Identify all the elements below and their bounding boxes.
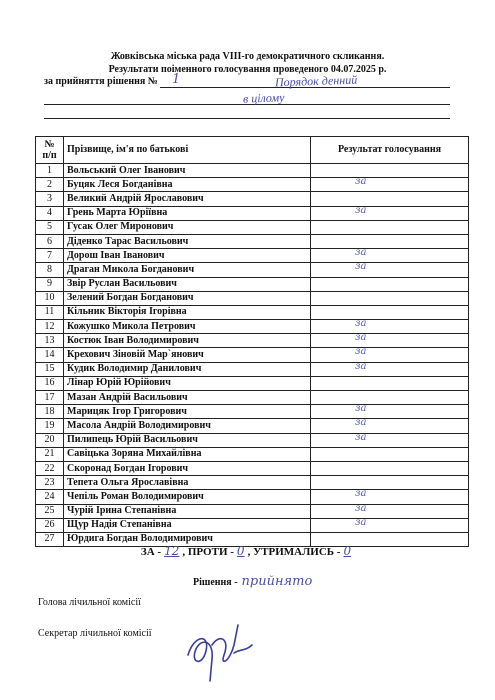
chair-signature-label: Голова лічильної комісії	[38, 597, 141, 608]
table-row	[36, 291, 469, 305]
vote-result-cell	[311, 376, 469, 390]
deputy-name: Вольський Олег Іванович	[64, 164, 311, 178]
deputy-name: Марицяк Ігор Григорович	[64, 405, 311, 419]
vote-result-cell	[311, 476, 469, 490]
resolution	[193, 574, 312, 589]
topic-underline-2	[44, 118, 450, 119]
row-number: 18	[36, 405, 64, 419]
table-row	[36, 405, 469, 419]
vote-result-cell	[311, 249, 469, 263]
header-council-title: Жовківська міська рада VIII-го демократичного скликання.	[110, 51, 385, 62]
row-number: 13	[36, 334, 64, 348]
deputy-name: Кудик Володимир Данилович	[64, 362, 311, 376]
deputy-name: Великий Андрій Ярославович	[64, 192, 311, 206]
deputy-name: Пилипець Юрій Васильович	[64, 433, 311, 447]
tally-abstain-value: 0	[343, 544, 352, 558]
vote-result-cell	[311, 192, 469, 206]
table-row	[36, 305, 469, 319]
row-number: 11	[36, 305, 64, 319]
table-row	[36, 277, 469, 291]
table-row	[36, 461, 469, 475]
table-row	[36, 518, 469, 532]
vote-result-cell	[311, 433, 469, 447]
vote-mark: за	[355, 347, 367, 358]
deputy-name: Скоронад Богдан Ігорович	[64, 461, 311, 475]
deputy-name: Костюк Іван Володимирович	[64, 334, 311, 348]
row-number: 12	[36, 320, 64, 334]
vote-table	[35, 136, 469, 547]
row-number: 27	[36, 532, 64, 546]
deputy-name: Крехович Зіновій Мар`янович	[64, 348, 311, 362]
row-number: 6	[36, 234, 64, 248]
vote-result-cell	[311, 391, 469, 405]
table-row	[36, 419, 469, 433]
table-row	[36, 220, 469, 234]
row-number: 8	[36, 263, 64, 277]
row-number: 4	[36, 206, 64, 220]
table-row	[36, 433, 469, 447]
row-number: 3	[36, 192, 64, 206]
vote-result-cell	[311, 334, 469, 348]
table-row	[36, 206, 469, 220]
row-number: 23	[36, 476, 64, 490]
table-row	[36, 320, 469, 334]
vote-mark: за	[355, 418, 367, 429]
row-number: 14	[36, 348, 64, 362]
deputy-name: Тепета Ольга Ярославівна	[64, 476, 311, 490]
vote-result-cell	[311, 461, 469, 475]
decision-topic-line2: в цілому	[242, 90, 285, 106]
table-row	[36, 192, 469, 206]
deputy-name: Діденко Тарас Васильович	[64, 234, 311, 248]
row-number: 9	[36, 277, 64, 291]
deputy-name: Савіцька Зоряна Михайлівна	[64, 447, 311, 461]
deputy-name: Чурій Ірина Степанівна	[64, 504, 311, 518]
table-row	[36, 164, 469, 178]
vote-result-cell	[311, 348, 469, 362]
deputy-name: Кільник Вікторія Ігорівна	[64, 305, 311, 319]
row-number: 17	[36, 391, 64, 405]
tally-for-value: 12	[164, 544, 180, 558]
deputy-name: Звір Руслан Васильович	[64, 277, 311, 291]
resolution-label: Рішення -	[193, 577, 238, 588]
vote-result-cell	[311, 234, 469, 248]
deputy-name: Кожушко Микола Петрович	[64, 320, 311, 334]
vote-result-cell	[311, 405, 469, 419]
header-name: Прізвище, ім'я по батькові	[64, 137, 311, 164]
vote-result-cell	[311, 206, 469, 220]
header-number: № п/п	[36, 137, 64, 164]
deputy-name: Зелений Богдан Богданович	[64, 291, 311, 305]
row-number: 5	[36, 220, 64, 234]
vote-mark: за	[355, 404, 367, 415]
handwritten-signature	[180, 615, 260, 685]
deputy-name: Буцяк Леся Богданівна	[64, 178, 311, 192]
table-row	[36, 476, 469, 490]
row-number: 15	[36, 362, 64, 376]
header-result: Результат голосування	[311, 137, 469, 164]
tally-abstain-label: , УТРИМАЛИСЬ -	[247, 546, 341, 558]
table-row	[36, 490, 469, 504]
vote-mark: за	[355, 504, 367, 514]
table-row	[36, 447, 469, 461]
deputy-name: Гусак Олег Миронович	[64, 220, 311, 234]
deputy-name: Грень Марта Юріївна	[64, 206, 311, 220]
vote-result-cell	[311, 305, 469, 319]
row-number: 7	[36, 249, 64, 263]
table-row	[36, 504, 469, 518]
row-number: 25	[36, 504, 64, 518]
deputy-name: Мазан Андрій Васильович	[64, 391, 311, 405]
table-row	[36, 362, 469, 376]
resolution-value: прийнято	[241, 574, 313, 589]
row-number: 24	[36, 490, 64, 504]
vote-mark: за	[355, 518, 367, 528]
vote-mark: за	[355, 262, 367, 273]
vote-mark: за	[355, 206, 367, 216]
row-number: 21	[36, 447, 64, 461]
vote-result-cell	[311, 490, 469, 504]
deputy-name: Щур Надія Степанівна	[64, 518, 311, 532]
table-row	[36, 348, 469, 362]
table-row	[36, 234, 469, 248]
tally-against-label: , ПРОТИ -	[182, 546, 234, 558]
vote-result-cell	[311, 447, 469, 461]
tally-for-label: ЗА -	[140, 546, 162, 558]
table-row	[36, 263, 469, 277]
vote-result-cell	[311, 362, 469, 376]
vote-mark: за	[355, 489, 367, 500]
vote-result-cell	[311, 263, 469, 277]
vote-mark: за	[355, 177, 367, 188]
vote-result-cell	[311, 419, 469, 433]
deputy-name: Чепіль Роман Володимирович	[64, 490, 311, 504]
table-row	[36, 391, 469, 405]
row-number: 22	[36, 461, 64, 475]
deputy-name: Дорош Іван Іванович	[64, 249, 311, 263]
row-number: 19	[36, 419, 64, 433]
vote-mark: за	[355, 333, 367, 344]
row-number: 10	[36, 291, 64, 305]
secretary-signature-label: Секретар лічильної комісії	[38, 628, 152, 639]
vote-mark: за	[355, 248, 367, 259]
decision-topic-line1: Порядок денний	[274, 72, 358, 90]
vote-mark: за	[355, 362, 367, 372]
row-number: 20	[36, 433, 64, 447]
document-header	[0, 50, 495, 76]
decision-number: 1	[172, 72, 181, 87]
vote-tally	[0, 544, 495, 558]
deputy-name: Лінар Юрій Юрійович	[64, 376, 311, 390]
row-number: 1	[36, 164, 64, 178]
table-row	[36, 334, 469, 348]
table-header-row	[36, 137, 469, 164]
vote-mark: за	[355, 433, 367, 443]
vote-mark: за	[355, 319, 367, 330]
vote-result-cell	[311, 220, 469, 234]
row-number: 26	[36, 518, 64, 532]
vote-result-cell	[311, 164, 469, 178]
row-number: 16	[36, 376, 64, 390]
deputy-name: Драган Микола Богданович	[64, 263, 311, 277]
header-vote-results: Результати поіменного голосування проведеного 04.07.2025 р.	[108, 64, 387, 75]
decision-label: за прийняття рішення №	[44, 76, 158, 87]
tally-against-value: 0	[236, 544, 245, 558]
deputy-name: Юрдига Богдан Володимирович	[64, 532, 311, 546]
vote-result-cell	[311, 291, 469, 305]
deputy-name: Масола Андрій Володимирович	[64, 419, 311, 433]
vote-result-cell	[311, 178, 469, 192]
vote-result-cell	[311, 518, 469, 532]
vote-result-cell	[311, 504, 469, 518]
table-row	[36, 249, 469, 263]
vote-result-cell	[311, 320, 469, 334]
table-row	[36, 376, 469, 390]
table-row	[36, 178, 469, 192]
row-number: 2	[36, 178, 64, 192]
vote-result-cell	[311, 277, 469, 291]
